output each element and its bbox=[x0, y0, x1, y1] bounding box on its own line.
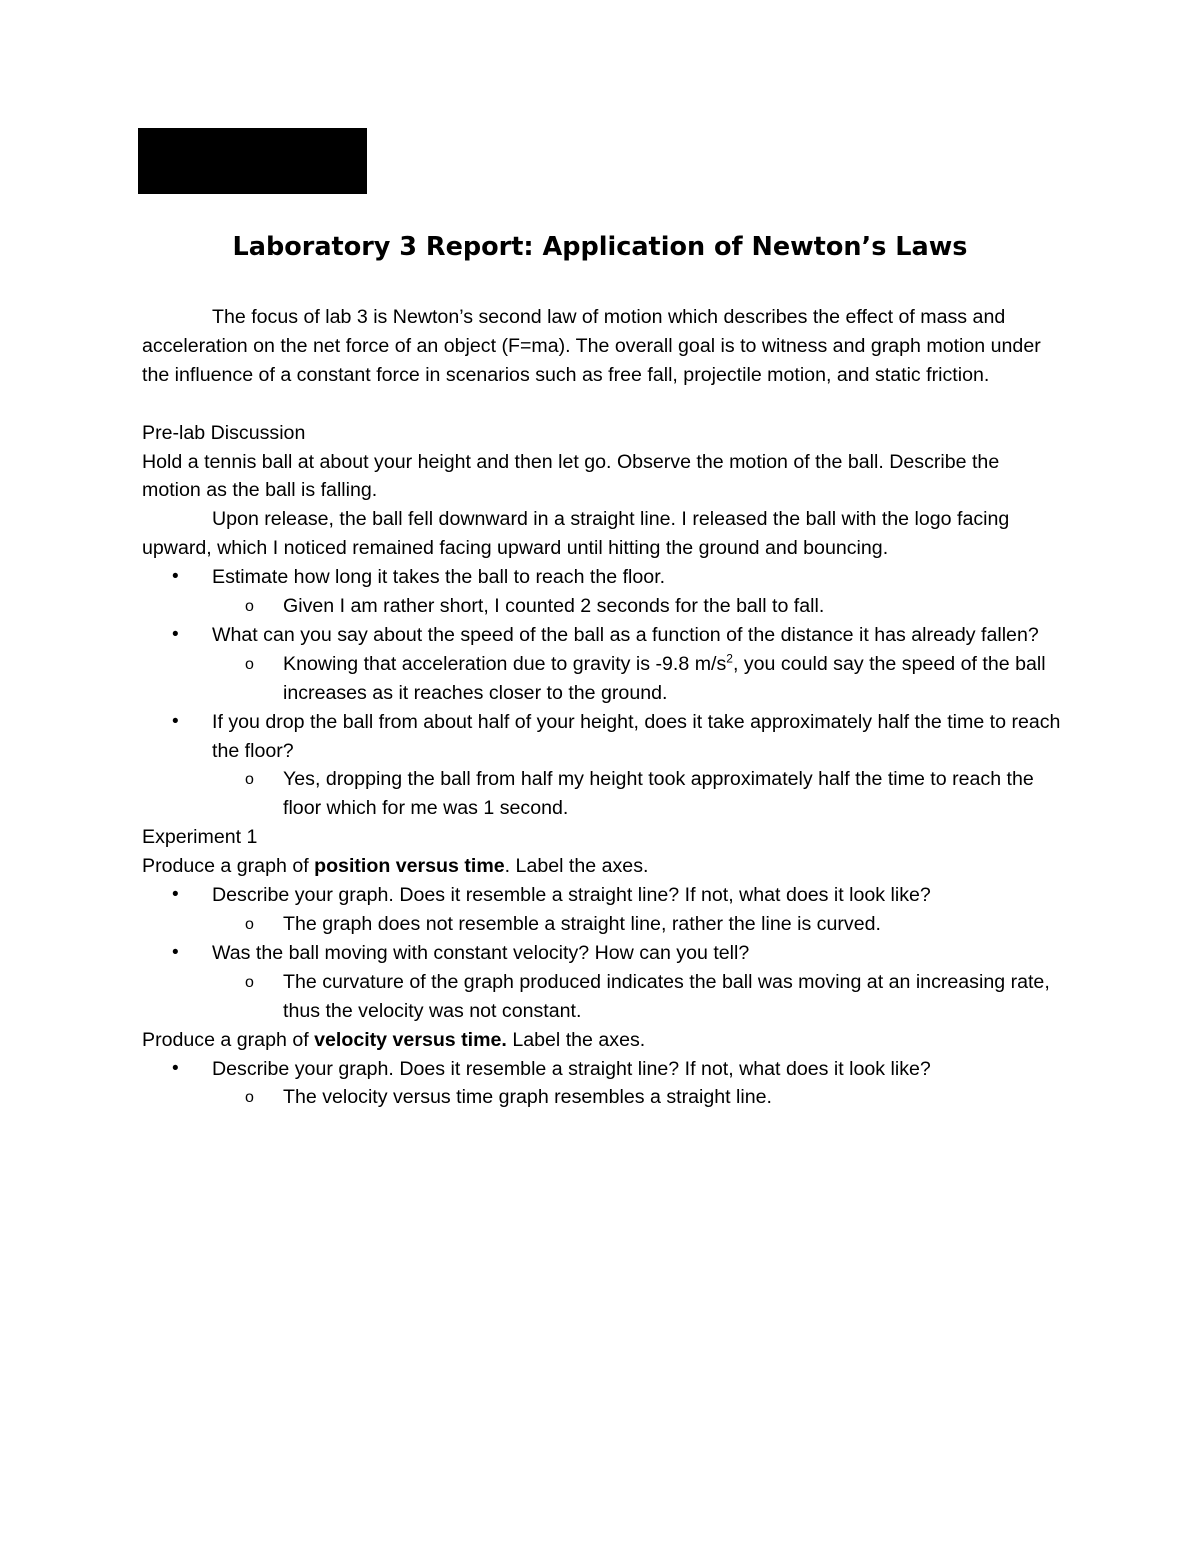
document-body bbox=[142, 303, 1062, 1112]
position-graph-instruction bbox=[142, 852, 1062, 881]
velocity-question-list bbox=[142, 1055, 1062, 1113]
velocity-answer-1: o The velocity versus time graph resembles a straight line. bbox=[142, 1083, 1062, 1112]
redaction-block bbox=[138, 128, 367, 194]
instruction-text-end: . Label the axes. bbox=[504, 855, 649, 878]
prelab-heading: Pre-lab Discussion bbox=[142, 421, 306, 444]
position-answer-1: o The graph does not resemble a straight line, rather the line is curved. bbox=[142, 910, 1062, 939]
answer-2-text-end: , you could say the speed of the ball increases as it reaches closer to the ground. bbox=[283, 652, 1046, 704]
instruction-text-end: Label the axes. bbox=[506, 1028, 646, 1051]
instruction-text: Produce a graph of bbox=[142, 855, 315, 878]
instruction-bold: velocity versus time. bbox=[314, 1028, 507, 1051]
answer-2-text: Knowing that acceleration due to gravity is -9.8 m/s bbox=[283, 652, 727, 675]
velocity-graph-instruction bbox=[142, 1026, 1062, 1055]
position-question-1: • Describe your graph. Does it resemble a straight line? If not, what does it look like? bbox=[142, 881, 1062, 910]
prelab-answer-1: o Given I am rather short, I counted 2 seconds for the ball to fall. bbox=[142, 592, 1062, 621]
velocity-question-1: • Describe your graph. Does it resemble a straight line? If not, what does it look like? bbox=[142, 1055, 1062, 1084]
experiment-1-heading: Experiment 1 bbox=[142, 826, 258, 849]
prelab-question-3: • If you drop the ball from about half of your height, does it take approximately half the time to reach the floor? bbox=[142, 708, 1062, 766]
spacer bbox=[142, 390, 1062, 419]
intro-paragraph: The focus of lab 3 is Newton’s second law of motion which describes the effect of mass and acceleration on the net force of an object (F=ma). The overall goal is to witness and graph motion under the influence of a constant force in scenarios such as free fall, projectile motion, and static friction. bbox=[142, 306, 1041, 386]
prelab-answer-3: o Yes, dropping the ball from half my height took approximately half the time to reach the floor which for me was 1 second. bbox=[142, 765, 1062, 823]
prelab-answer-2 bbox=[142, 650, 1062, 708]
instruction-text: Produce a graph of bbox=[142, 1028, 315, 1051]
position-question-2: • Was the ball moving with constant velocity? How can you tell? bbox=[142, 939, 1062, 968]
position-answer-2: o The curvature of the graph produced indicates the ball was moving at an increasing rate, thus the velocity was not constant. bbox=[142, 968, 1062, 1026]
prelab-answer: Upon release, the ball fell downward in a straight line. I released the ball with the logo facing upward, which I noticed remained facing upward until hitting the ground and bouncing. bbox=[142, 508, 1010, 560]
document-title: Laboratory 3 Report: Application of Newton’s Laws bbox=[232, 232, 968, 262]
answer-2-superscript: 2 bbox=[726, 651, 733, 666]
position-question-list bbox=[142, 881, 1062, 1026]
prelab-question-1: • Estimate how long it takes the ball to reach the floor. bbox=[142, 563, 1062, 592]
prelab-prompt: Hold a tennis ball at about your height and then let go. Observe the motion of the ball. Describe the motion as the ball is falling. bbox=[142, 450, 1000, 502]
prelab-question-list bbox=[142, 563, 1062, 823]
instruction-bold: position versus time bbox=[314, 855, 505, 878]
prelab-question-2: • What can you say about the speed of the ball as a function of the distance it has already fallen? bbox=[142, 621, 1062, 650]
